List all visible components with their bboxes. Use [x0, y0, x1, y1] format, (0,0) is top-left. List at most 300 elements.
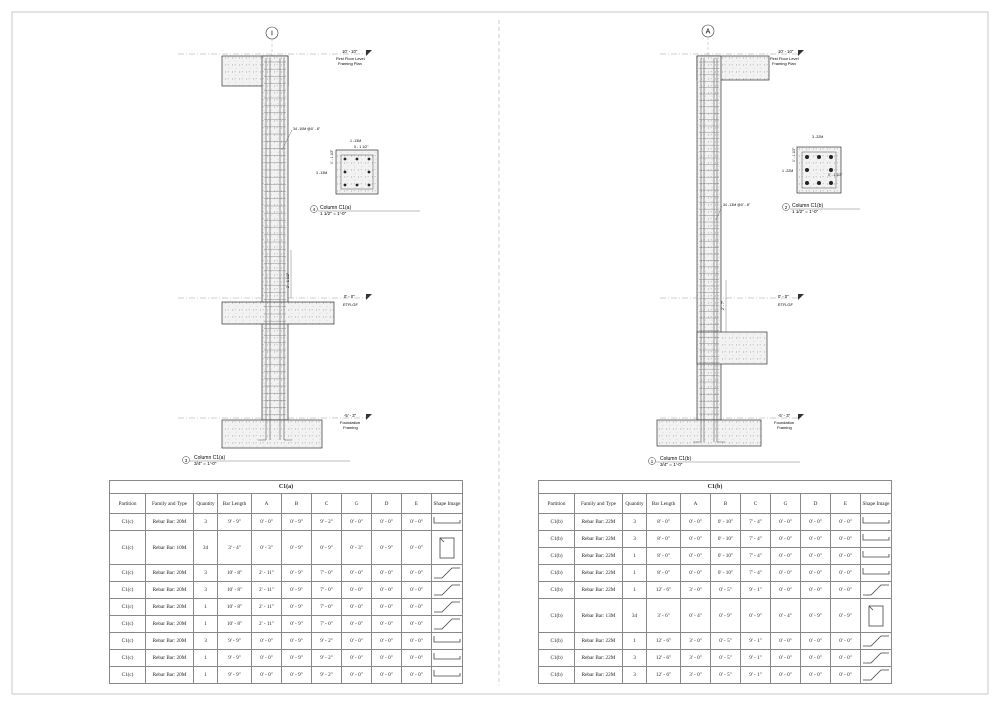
cell-a: 0' - 0" [681, 531, 711, 548]
col-shape-image: Shape Image [861, 494, 892, 514]
schedule-title: C1(a) [110, 481, 463, 494]
cell-bar-length: 12' - 6" [647, 650, 681, 667]
col-partition: Partition [539, 494, 575, 514]
cell-shape-image [432, 514, 463, 531]
view-number: 4 [312, 207, 316, 212]
col-c: C [312, 494, 342, 514]
col-shape-image: Shape Image [432, 494, 463, 514]
cell-c: 7' - 0" [312, 599, 342, 616]
ties-label: 34 -13M @0' - 8" [723, 203, 750, 207]
cell-family-type: Rebar Bar: 20M [146, 616, 194, 633]
cell-d: 0' - 0" [372, 599, 402, 616]
cell-g: 0' - 0" [771, 565, 801, 582]
cell-e: 0' - 0" [831, 667, 861, 684]
cell-shape-image [861, 667, 892, 684]
cell-b: 0' - 10" [711, 514, 741, 531]
section-bar [356, 158, 359, 161]
section-outline [336, 150, 378, 194]
level-elev-mid: 0' - 0" [778, 294, 789, 299]
cell-d: 0' - 0" [801, 650, 831, 667]
table-row [539, 531, 892, 548]
cell-family-type: Rebar Bar: 22M [575, 667, 623, 684]
cell-shape-image [861, 565, 892, 582]
cell-e: 0' - 0" [831, 582, 861, 599]
table-row [539, 582, 892, 599]
bar-shape-tie-icon [861, 603, 891, 629]
col-e: E [402, 494, 432, 514]
col-partition: Partition [110, 494, 146, 514]
cell-c: 0' - 9" [741, 599, 771, 633]
cell-g: 0' - 0" [342, 667, 372, 684]
bar-shape-hook-icon [861, 531, 891, 547]
section-bar [368, 171, 371, 174]
cell-partition: C1(b) [539, 582, 575, 599]
col-a: A [252, 494, 282, 514]
cell-shape-image [432, 531, 463, 565]
level-elev-bottom: -5' - 3" [778, 413, 791, 418]
slab-mid [222, 302, 334, 324]
table-row [110, 531, 463, 565]
cell-family-type: Rebar Bar: 20M [146, 565, 194, 582]
cell-e: 0' - 0" [402, 616, 432, 633]
level-elev-mid: 0' - 0" [344, 294, 355, 299]
cell-a: 2' - 11" [252, 599, 282, 616]
bar-shape-hook-icon [861, 548, 891, 564]
table-row [539, 514, 892, 531]
cell-b: 0' - 10" [711, 531, 741, 548]
cell-shape-image [432, 650, 463, 667]
rebar-schedule-c1b [538, 480, 892, 684]
col-a: A [681, 494, 711, 514]
bar-shape-hook-icon [432, 667, 462, 683]
level-name-bottom-1: Foundation [774, 420, 795, 425]
cell-partition: C1(c) [110, 667, 146, 684]
cell-b: 0' - 9" [282, 633, 312, 650]
cell-family-type: Rebar Bar: 22M [575, 650, 623, 667]
cell-d: 0' - 0" [801, 565, 831, 582]
cell-d: 0' - 0" [372, 582, 402, 599]
cell-partition: C1(c) [110, 565, 146, 582]
level-name-mid-1: ETR-GF [343, 302, 358, 307]
table-row [110, 599, 463, 616]
cell-a: 0' - 0" [252, 633, 282, 650]
section-dim-left: 0' - 1 1/2" [828, 173, 843, 177]
level-marker-bottom [798, 414, 804, 420]
section-bar [344, 184, 347, 187]
cell-quantity: 3 [194, 565, 218, 582]
cell-quantity: 3 [623, 531, 647, 548]
bar-shape-crank-icon [432, 616, 462, 632]
cell-quantity: 1 [623, 582, 647, 599]
section-bar [805, 168, 809, 172]
cell-g: 0' - 0" [771, 650, 801, 667]
cell-d: 0' - 0" [801, 667, 831, 684]
cell-e: 0' - 0" [402, 531, 432, 565]
level-name-top-2: Framing Plan [772, 61, 796, 66]
cell-a: 0' - 0" [681, 514, 711, 531]
cell-c: 9' - 2" [312, 514, 342, 531]
cell-e: 0' - 0" [831, 531, 861, 548]
cell-c: 7' - 4" [741, 514, 771, 531]
schedule-title: C1(b) [539, 481, 892, 494]
cell-family-type: Rebar Bar: 22M [575, 633, 623, 650]
grid-bubble-label: I [271, 30, 273, 38]
cell-d: 0' - 9" [801, 599, 831, 633]
cell-bar-length: 12' - 6" [647, 633, 681, 650]
cell-quantity: 1 [194, 650, 218, 667]
bar-shape-crank-icon [432, 565, 462, 581]
cell-partition: C1(b) [539, 650, 575, 667]
cell-d: 0' - 0" [801, 633, 831, 650]
col-d: D [372, 494, 402, 514]
rebar-schedule-c1a [109, 480, 463, 684]
cell-a: 2' - 11" [252, 565, 282, 582]
cell-a: 0' - 0" [252, 514, 282, 531]
cell-d: 0' - 0" [372, 565, 402, 582]
section-bar [344, 158, 347, 161]
section-bar [368, 158, 371, 161]
cell-g: 0' - 0" [342, 599, 372, 616]
view-scale: 3/4" = 1'-0" [194, 461, 217, 466]
cell-quantity: 3 [623, 667, 647, 684]
cell-partition: C1(c) [110, 616, 146, 633]
col-b: B [282, 494, 312, 514]
cell-b: 0' - 9" [282, 599, 312, 616]
cell-shape-image [861, 633, 892, 650]
table-row [110, 582, 463, 599]
cell-a: 3' - 0" [681, 650, 711, 667]
bar-shape-hook-icon [861, 565, 891, 581]
cell-e: 0' - 0" [402, 650, 432, 667]
cell-partition: C1(b) [539, 599, 575, 633]
cell-quantity: 3 [623, 650, 647, 667]
level-marker-mid [798, 294, 804, 300]
view-title: Column C1(a) [194, 455, 226, 461]
cell-c: 9' - 1" [741, 582, 771, 599]
cell-e: 0' - 0" [402, 514, 432, 531]
cell-b: 0' - 9" [282, 650, 312, 667]
col-quantity: Quantity [194, 494, 218, 514]
cell-a: 0' - 0" [252, 650, 282, 667]
slab-mid [697, 332, 767, 364]
footing [222, 420, 322, 448]
cell-c: 9' - 2" [312, 650, 342, 667]
cell-bar-length: 8' - 0" [647, 531, 681, 548]
cell-a: 0' - 0" [681, 548, 711, 565]
table-row [539, 650, 892, 667]
bar-shape-hook-icon [861, 514, 891, 530]
cell-g: 0' - 0" [342, 582, 372, 599]
cell-g: 0' - 0" [342, 514, 372, 531]
level-heads [770, 49, 804, 430]
section-bar [829, 181, 833, 185]
cell-bar-length: 12' - 6" [647, 582, 681, 599]
left-column-section [311, 139, 421, 216]
cell-c: 9' - 2" [312, 633, 342, 650]
cell-b: 0' - 5" [711, 633, 741, 650]
cell-quantity: 3 [194, 514, 218, 531]
level-name-mid-1: ETR-GF [778, 302, 793, 307]
col-c: C [741, 494, 771, 514]
section-bar [805, 155, 809, 159]
cell-quantity: 1 [623, 633, 647, 650]
level-name-top-1: First Floor Level [770, 56, 799, 61]
cell-partition: C1(c) [110, 633, 146, 650]
cell-e: 0' - 0" [402, 633, 432, 650]
table-row [110, 616, 463, 633]
bar-shape-tie-icon [432, 535, 462, 561]
cell-e: 0' - 0" [831, 565, 861, 582]
cell-c: 9' - 1" [741, 633, 771, 650]
footing [657, 420, 761, 446]
cell-g: 0' - 0" [342, 633, 372, 650]
cell-c: 9' - 2" [312, 667, 342, 684]
view-title: Column C1(b) [792, 203, 824, 209]
table-row [110, 633, 463, 650]
col-g: G [771, 494, 801, 514]
cell-e: 0' - 0" [831, 650, 861, 667]
cell-g: 0' - 0" [771, 582, 801, 599]
bar-shape-hook-icon [432, 633, 462, 649]
left-elevation-title [183, 455, 351, 466]
cell-e: 0' - 0" [402, 565, 432, 582]
section-bar-left-label: 1 -22M [782, 169, 794, 173]
cell-family-type: Rebar Bar: 20M [146, 633, 194, 650]
view-number: 1 [650, 459, 654, 464]
cell-shape-image [861, 582, 892, 599]
col-quantity: Quantity [623, 494, 647, 514]
cell-b: 0' - 9" [711, 599, 741, 633]
cell-bar-length: 8' - 0" [647, 548, 681, 565]
section-bar [817, 181, 821, 185]
schedule-header-row [110, 494, 463, 514]
cell-e: 0' - 0" [831, 514, 861, 531]
cell-d: 0' - 0" [801, 531, 831, 548]
cell-bar-length: 3' - 4" [218, 531, 252, 565]
cell-bar-length: 10' - 8" [218, 582, 252, 599]
cell-c: 9' - 1" [741, 667, 771, 684]
cell-d: 0' - 0" [801, 514, 831, 531]
cell-a: 2' - 11" [252, 616, 282, 633]
cell-quantity: 3 [623, 514, 647, 531]
cell-b: 0' - 10" [711, 565, 741, 582]
cell-shape-image [432, 565, 463, 582]
level-heads [336, 49, 372, 430]
cell-g: 0' - 0" [342, 650, 372, 667]
cell-e: 0' - 0" [831, 548, 861, 565]
cell-quantity: 1 [194, 599, 218, 616]
view-scale: 1 1/2" = 1'-0" [320, 211, 347, 216]
view-scale: 3/4" = 1'-0" [660, 462, 683, 467]
cell-shape-image [861, 548, 892, 565]
table-row [539, 548, 892, 565]
cell-partition: C1(b) [539, 633, 575, 650]
cell-quantity: 3 [194, 582, 218, 599]
section-bar-left-label: 3 -13M [316, 171, 328, 175]
level-name-bottom-2: Framing [777, 425, 792, 430]
col-e: E [831, 494, 861, 514]
section-dim-left: 0' - 1 1/2" [330, 149, 334, 164]
section-bar [805, 181, 809, 185]
cell-family-type: Rebar Bar: 22M [575, 582, 623, 599]
cell-a: 0' - 0" [681, 565, 711, 582]
view-title: Column C1(b) [660, 456, 692, 462]
ties-label: 34 -10M @0' - 8" [293, 127, 320, 131]
cell-d: 0' - 9" [372, 531, 402, 565]
cell-c: 7' - 0" [312, 582, 342, 599]
section-bar-top-label: 3 -22M [812, 135, 824, 139]
cell-family-type: Rebar Bar: 20M [146, 667, 194, 684]
schedule-header-row [539, 494, 892, 514]
table-row [110, 565, 463, 582]
col-b: B [711, 494, 741, 514]
cell-shape-image [432, 667, 463, 684]
section-bar [829, 155, 833, 159]
cell-a: 0' - 0" [252, 667, 282, 684]
cell-e: 0' - 0" [831, 633, 861, 650]
cell-shape-image [861, 531, 892, 548]
bar-shape-crank-icon [861, 633, 891, 649]
cell-family-type: Rebar Bar: 20M [146, 599, 194, 616]
col-family-type: Family and Type [146, 494, 194, 514]
cell-d: 0' - 0" [372, 616, 402, 633]
level-name-top-2: Framing Plan [338, 61, 362, 66]
section-bar [356, 184, 359, 187]
cell-partition: C1(c) [110, 531, 146, 565]
bar-shape-hook-icon [432, 514, 462, 530]
cell-d: 0' - 0" [372, 514, 402, 531]
view-scale: 1 1/2" = 1'-0" [792, 209, 819, 214]
column-shaft [697, 56, 721, 420]
cell-c: 7' - 4" [741, 565, 771, 582]
cell-b: 0' - 5" [711, 650, 741, 667]
cell-a: 3' - 0" [681, 667, 711, 684]
cell-quantity: 34 [194, 531, 218, 565]
cell-quantity: 1 [194, 616, 218, 633]
section-outline [797, 147, 841, 193]
cell-bar-length: 8' - 0" [647, 565, 681, 582]
cell-bar-length: 8' - 0" [647, 514, 681, 531]
cell-c: 7' - 4" [741, 531, 771, 548]
cell-b: 0' - 9" [282, 582, 312, 599]
cell-bar-length: 3' - 6" [647, 599, 681, 633]
cell-b: 0' - 9" [282, 616, 312, 633]
cell-d: 0' - 0" [372, 650, 402, 667]
cell-family-type: Rebar Bar: 20M [146, 650, 194, 667]
bar-shape-crank-icon [432, 582, 462, 598]
cell-quantity: 1 [623, 565, 647, 582]
cell-c: 7' - 0" [312, 565, 342, 582]
cell-shape-image [432, 633, 463, 650]
level-elev-top: 10' - 10" [778, 49, 794, 54]
cell-bar-length: 10' - 8" [218, 616, 252, 633]
cell-g: 0' - 3" [342, 531, 372, 565]
cell-d: 0' - 0" [801, 582, 831, 599]
section-bar-top-label: 1 -13M [350, 139, 362, 143]
cell-g: 0' - 0" [771, 531, 801, 548]
cell-family-type: Rebar Bar: 22M [575, 531, 623, 548]
level-marker-top [798, 50, 804, 56]
cell-family-type: Rebar Bar: 10M [146, 531, 194, 565]
cell-b: 0' - 10" [711, 548, 741, 565]
col-bar-length: Bar Length [218, 494, 252, 514]
cell-c: 0' - 9" [312, 531, 342, 565]
cell-partition: C1(b) [539, 531, 575, 548]
level-elev-bottom: -5' - 3" [344, 413, 357, 418]
cell-g: 0' - 0" [771, 667, 801, 684]
cell-d: 0' - 0" [801, 548, 831, 565]
section-bar [817, 155, 821, 159]
level-elev-top: 10' - 10" [342, 49, 358, 54]
level-name-top-1: First Floor Level [336, 56, 365, 61]
section-bar [829, 168, 833, 172]
section-dim-top: 0' - 1 1/2" [792, 147, 796, 162]
cell-bar-length: 9' - 9" [218, 633, 252, 650]
cell-partition: C1(c) [110, 582, 146, 599]
cell-d: 0' - 0" [372, 633, 402, 650]
lap-label: 2' - 1 1/2" [286, 272, 290, 288]
section-dim-top: 0 - 1 1/2" [354, 145, 369, 149]
cell-quantity: 34 [623, 599, 647, 633]
cell-family-type: Rebar Bar: 20M [146, 514, 194, 531]
right-elevation-title [649, 456, 801, 467]
section-bar [368, 184, 371, 187]
cell-family-type: Rebar Bar: 22M [575, 514, 623, 531]
view-number: 3 [184, 458, 188, 463]
level-marker-bottom [366, 414, 372, 420]
cell-family-type: Rebar Bar: 20M [146, 582, 194, 599]
cell-shape-image [432, 582, 463, 599]
level-name-bottom-2: Framing [343, 425, 358, 430]
cell-b: 0' - 5" [711, 582, 741, 599]
table-row [110, 514, 463, 531]
table-row [110, 667, 463, 684]
cell-a: 3' - 0" [681, 633, 711, 650]
cell-b: 0' - 9" [282, 667, 312, 684]
bar-shape-crank-icon [861, 650, 891, 666]
table-row [539, 565, 892, 582]
table-row [110, 650, 463, 667]
col-g: G [342, 494, 372, 514]
cell-e: 0' - 9" [831, 599, 861, 633]
table-row [539, 633, 892, 650]
table-row [539, 667, 892, 684]
cell-bar-length: 10' - 8" [218, 565, 252, 582]
cell-c: 9' - 1" [741, 650, 771, 667]
bar-shape-crank-icon [432, 599, 462, 615]
cell-b: 0' - 9" [282, 531, 312, 565]
view-title: Column C1(a) [320, 205, 352, 211]
cell-e: 0' - 0" [402, 582, 432, 599]
right-column-elevation [657, 25, 804, 446]
cell-partition: C1(c) [110, 650, 146, 667]
cell-a: 0' - 4" [681, 599, 711, 633]
cell-b: 0' - 5" [711, 667, 741, 684]
right-column-section [782, 135, 860, 214]
cell-bar-length: 10' - 8" [218, 599, 252, 616]
col-family-type: Family and Type [575, 494, 623, 514]
cell-a: 2' - 11" [252, 582, 282, 599]
level-marker-top [366, 50, 372, 56]
cell-g: 0' - 0" [342, 616, 372, 633]
cell-quantity: 1 [194, 667, 218, 684]
cell-partition: C1(b) [539, 565, 575, 582]
cell-quantity: 3 [194, 633, 218, 650]
cell-bar-length: 12' - 6" [647, 667, 681, 684]
bar-shape-crank-icon [861, 582, 891, 598]
cell-c: 7' - 0" [312, 616, 342, 633]
cell-g: 0' - 0" [771, 633, 801, 650]
